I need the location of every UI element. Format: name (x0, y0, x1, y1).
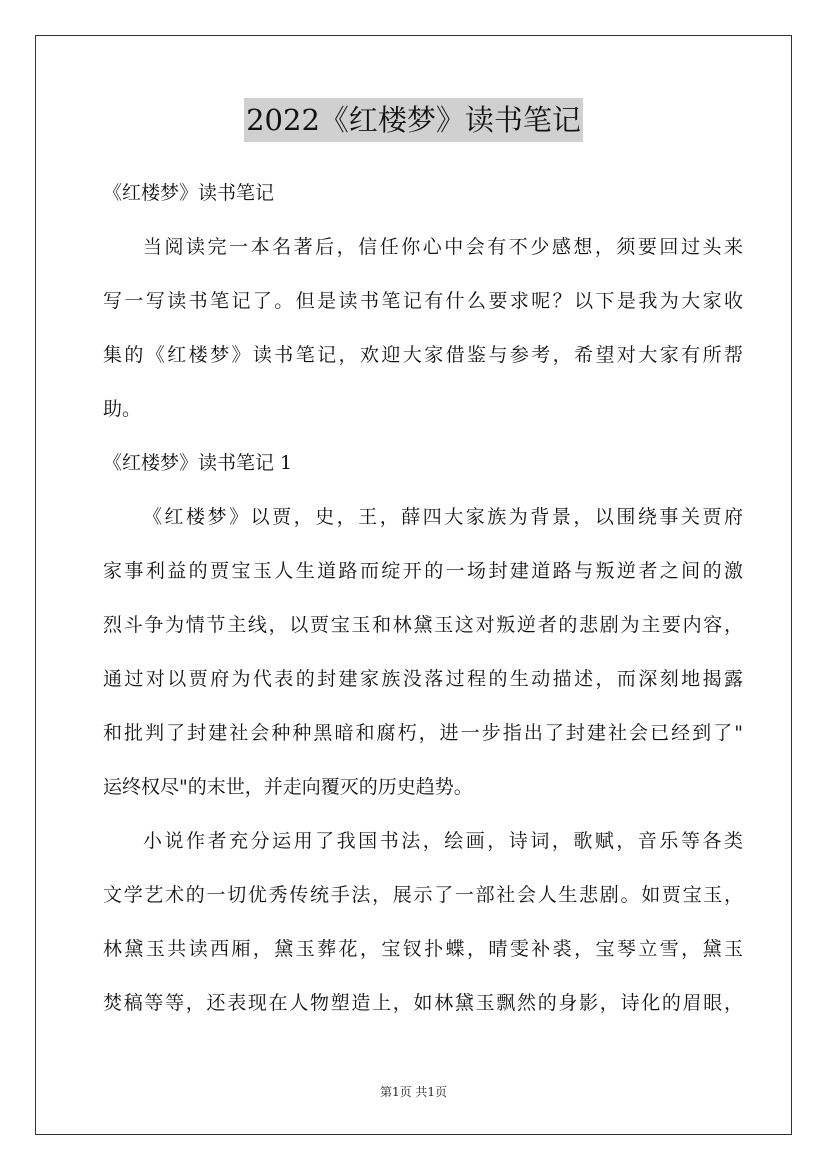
document-body (103, 166, 743, 1030)
text-line: 林黛玉共读西厢，黛玉葬花，宝钗扑蝶，晴雯补裘，宝琴立雪，黛玉 (103, 938, 743, 960)
page-footer: 第1页 共1页 (379, 1085, 448, 1099)
text-line: 集的《红楼梦》读书笔记，欢迎大家借鉴与参考，希望对大家有所帮 (103, 344, 743, 366)
text-line: 《红楼梦》读书笔记 (103, 182, 275, 204)
text-line: 通过对以贾府为代表的封建家族没落过程的生动描述，而深刻地揭露 (103, 668, 743, 690)
text-line: 《红楼梦》以贾，史，王，薛四大家族为背景，以围绕事关贾府 (143, 506, 743, 528)
text-line: 《红楼梦》读书笔记 1 (103, 452, 293, 474)
document-title: 2022《红楼梦》读书笔记 (244, 98, 583, 142)
text-line: 助。 (103, 398, 142, 420)
text-line: 文学艺术的一切优秀传统手法，展示了一部社会人生悲剧。如贾宝玉， (103, 884, 743, 906)
text-line: 运终权尽"的末世，并走向覆灭的历史趋势。 (103, 776, 473, 798)
text-line: 当阅读完一本名著后，信任你心中会有不少感想，须要回过头来 (143, 236, 743, 258)
title-container (0, 98, 827, 142)
text-line: 小说作者充分运用了我国书法，绘画，诗词，歌赋，音乐等各类 (143, 830, 743, 852)
text-line: 家事利益的贾宝玉人生道路而绽开的一场封建道路与叛逆者之间的激 (103, 560, 743, 582)
text-line: 写一写读书笔记了。但是读书笔记有什么要求呢？以下是我为大家收 (103, 290, 743, 312)
text-line: 和批判了封建社会种种黑暗和腐朽，进一步指出了封建社会已经到了" (103, 722, 743, 744)
text-line: 烈斗争为情节主线，以贾宝玉和林黛玉这对叛逆者的悲剧为主要内容， (103, 614, 743, 636)
text-line: 焚稿等等，还表现在人物塑造上，如林黛玉飘然的身影，诗化的眉眼， (103, 992, 743, 1014)
